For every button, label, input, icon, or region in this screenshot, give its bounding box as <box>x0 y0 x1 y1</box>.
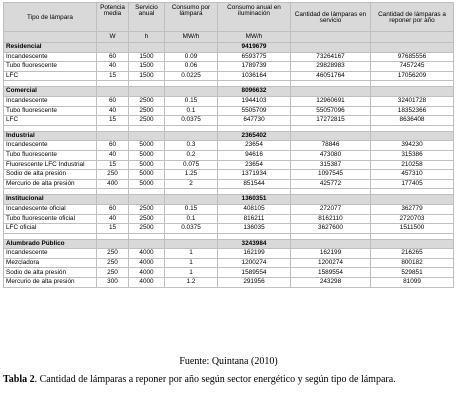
header-servicio: Servicio anual <box>129 3 165 32</box>
cell-consumo-lampara: 0.3 <box>165 141 218 151</box>
section-empty-cell <box>165 239 218 249</box>
section-empty-cell <box>371 131 454 141</box>
cell-servicio: 5000 <box>129 160 165 170</box>
cell-servicio: 2500 <box>129 204 165 214</box>
cell-potencia: 40 <box>97 150 129 160</box>
source-caption: Fuente: Quintana (2010) <box>179 356 278 367</box>
cell-potencia: 250 <box>97 258 129 268</box>
section-name: Institucional <box>4 195 97 205</box>
section-total: 8096632 <box>218 87 291 97</box>
cell-reponer: 1511500 <box>371 224 454 234</box>
section-empty-cell <box>129 131 165 141</box>
cell-consumo-anual: 23654 <box>218 160 291 170</box>
section-row <box>4 239 454 249</box>
section-empty-cell <box>97 131 129 141</box>
cell-potencia: 60 <box>97 204 129 214</box>
section-empty-cell <box>165 195 218 205</box>
section-empty-cell <box>291 195 371 205</box>
cell-consumo-anual: 1200274 <box>218 258 291 268</box>
table-row <box>4 258 454 268</box>
cell-cantidad: 3627600 <box>291 224 371 234</box>
header-potencia: Potencia media <box>97 3 129 32</box>
cell-consumo-lampara: 1.2 <box>165 278 218 288</box>
cell-potencia: 40 <box>97 106 129 116</box>
cell-lamp-type: Mezcladora <box>4 258 97 268</box>
cell-lamp-type: Mercurio de alta presión <box>4 278 97 288</box>
section-empty-cell <box>129 43 165 53</box>
cell-servicio: 4000 <box>129 258 165 268</box>
cell-cantidad: 17272815 <box>291 116 371 126</box>
cell-lamp-type: Incandescente <box>4 141 97 151</box>
cell-potencia: 60 <box>97 141 129 151</box>
section-empty-cell <box>291 43 371 53</box>
section-empty-cell <box>97 87 129 97</box>
section-empty-cell <box>371 195 454 205</box>
cell-lamp-type: LFC <box>4 71 97 81</box>
cell-cantidad: 55057096 <box>291 106 371 116</box>
cell-lamp-type: Sodio de alta presión <box>4 268 97 278</box>
cell-consumo-anual: 816211 <box>218 214 291 224</box>
cell-servicio: 5000 <box>129 141 165 151</box>
section-row <box>4 131 454 141</box>
cell-lamp-type: Tubo fluorescente <box>4 106 97 116</box>
cell-consumo-lampara: 1 <box>165 258 218 268</box>
cell-reponer: 97685556 <box>371 52 454 62</box>
table-caption <box>3 374 455 386</box>
cell-consumo-anual: 291956 <box>218 278 291 288</box>
section-empty-cell <box>129 195 165 205</box>
lamp-table-container <box>3 2 453 288</box>
table-row <box>4 214 454 224</box>
section-empty-cell <box>371 43 454 53</box>
table-row <box>4 150 454 160</box>
cell-servicio: 2500 <box>129 116 165 126</box>
table-row <box>4 52 454 62</box>
table-header <box>4 3 454 43</box>
header-unit-cantidad <box>291 32 371 43</box>
header-reponer: Cantidad de lámparas a reponer por año <box>371 3 454 32</box>
cell-servicio: 1500 <box>129 71 165 81</box>
cell-reponer: 32401728 <box>371 96 454 106</box>
header-unit-empty <box>4 32 97 43</box>
section-empty-cell <box>371 87 454 97</box>
cell-potencia: 40 <box>97 214 129 224</box>
header-unit-consumo-anual: MW/h <box>218 32 291 43</box>
table-body <box>4 43 454 288</box>
table-row <box>4 71 454 81</box>
cell-potencia: 250 <box>97 170 129 180</box>
cell-cantidad: 473080 <box>291 150 371 160</box>
cell-reponer: 177405 <box>371 179 454 189</box>
header-unit-consumo-lampara: MW/h <box>165 32 218 43</box>
section-total: 3243984 <box>218 239 291 249</box>
cell-servicio: 1500 <box>129 52 165 62</box>
cell-consumo-lampara: 0.15 <box>165 204 218 214</box>
cell-servicio: 5000 <box>129 150 165 160</box>
cell-consumo-lampara: 1 <box>165 268 218 278</box>
cell-cantidad: 315387 <box>291 160 371 170</box>
section-empty-cell <box>97 195 129 205</box>
cell-lamp-type: Sodio de alta presión <box>4 170 97 180</box>
section-name: Industrial <box>4 131 97 141</box>
cell-potencia: 15 <box>97 224 129 234</box>
cell-servicio: 4000 <box>129 249 165 259</box>
cell-consumo-lampara: 0.0375 <box>165 224 218 234</box>
cell-consumo-anual: 5505709 <box>218 106 291 116</box>
cell-reponer: 17056209 <box>371 71 454 81</box>
cell-consumo-lampara: 0.1 <box>165 214 218 224</box>
cell-cantidad: 162199 <box>291 249 371 259</box>
cell-consumo-lampara: 0.06 <box>165 62 218 72</box>
table-row <box>4 268 454 278</box>
cell-cantidad: 29828983 <box>291 62 371 72</box>
section-empty-cell <box>129 87 165 97</box>
table-row <box>4 96 454 106</box>
cell-consumo-lampara: 0.2 <box>165 150 218 160</box>
cell-reponer: 18352366 <box>371 106 454 116</box>
cell-reponer: 394230 <box>371 141 454 151</box>
cell-cantidad: 73264167 <box>291 52 371 62</box>
cell-reponer: 800182 <box>371 258 454 268</box>
cell-reponer: 529851 <box>371 268 454 278</box>
cell-potencia: 15 <box>97 116 129 126</box>
section-empty-cell <box>165 87 218 97</box>
cell-potencia: 15 <box>97 71 129 81</box>
cell-servicio: 2500 <box>129 214 165 224</box>
table-row <box>4 106 454 116</box>
cell-lamp-type: Incandescente <box>4 96 97 106</box>
section-empty-cell <box>371 239 454 249</box>
cell-servicio: 1500 <box>129 62 165 72</box>
cell-lamp-type: Incandescente <box>4 249 97 259</box>
table-caption-text: . Cantidad de lámparas a reponer por año según sector energético y según tipo de lámpara. <box>34 374 396 385</box>
cell-lamp-type: Incandescente oficial <box>4 204 97 214</box>
cell-consumo-lampara: 0.0225 <box>165 71 218 81</box>
header-consumo-anual: Consumo anual en iluminación <box>218 3 291 32</box>
cell-consumo-anual: 6593775 <box>218 52 291 62</box>
cell-consumo-anual: 1371934 <box>218 170 291 180</box>
cell-servicio: 4000 <box>129 278 165 288</box>
table-row <box>4 141 454 151</box>
section-empty-cell <box>97 43 129 53</box>
cell-consumo-anual: 1036164 <box>218 71 291 81</box>
lamp-table <box>3 2 454 288</box>
cell-consumo-lampara: 0.075 <box>165 160 218 170</box>
table-row <box>4 204 454 214</box>
header-unit-servicio: h <box>129 32 165 43</box>
table-row <box>4 278 454 288</box>
table-row <box>4 116 454 126</box>
cell-servicio: 5000 <box>129 170 165 180</box>
cell-cantidad: 425772 <box>291 179 371 189</box>
cell-servicio: 2500 <box>129 96 165 106</box>
cell-lamp-type: Tubo fluorescente oficial <box>4 214 97 224</box>
cell-consumo-lampara: 1 <box>165 249 218 259</box>
section-name: Comercial <box>4 87 97 97</box>
section-name: Alumbrado Público <box>4 239 97 249</box>
cell-lamp-type: Incandescente <box>4 52 97 62</box>
cell-consumo-anual: 162199 <box>218 249 291 259</box>
section-empty-cell <box>291 131 371 141</box>
table-row <box>4 170 454 180</box>
cell-potencia: 250 <box>97 268 129 278</box>
section-empty-cell <box>129 239 165 249</box>
section-total: 9419679 <box>218 43 291 53</box>
cell-consumo-lampara: 2 <box>165 179 218 189</box>
table-row <box>4 249 454 259</box>
cell-consumo-anual: 94616 <box>218 150 291 160</box>
cell-potencia: 400 <box>97 179 129 189</box>
header-unit-potencia: W <box>97 32 129 43</box>
cell-reponer: 210258 <box>371 160 454 170</box>
cell-reponer: 8636408 <box>371 116 454 126</box>
cell-servicio: 4000 <box>129 268 165 278</box>
table-row <box>4 179 454 189</box>
cell-reponer: 457310 <box>371 170 454 180</box>
cell-potencia: 300 <box>97 278 129 288</box>
section-total: 1360351 <box>218 195 291 205</box>
cell-servicio: 2500 <box>129 224 165 234</box>
header-consumo-lampara: Consumo por lámpara <box>165 3 218 32</box>
section-empty-cell <box>291 239 371 249</box>
cell-consumo-anual: 408105 <box>218 204 291 214</box>
cell-consumo-anual: 647730 <box>218 116 291 126</box>
table-row <box>4 160 454 170</box>
header-unit-reponer <box>371 32 454 43</box>
header-tipo: Tipo de lámpara <box>4 3 97 32</box>
cell-potencia: 250 <box>97 249 129 259</box>
cell-reponer: 7457245 <box>371 62 454 72</box>
cell-servicio: 5000 <box>129 179 165 189</box>
cell-potencia: 60 <box>97 52 129 62</box>
header-cantidad: Cantidad de lámparas en servicio <box>291 3 371 32</box>
cell-potencia: 40 <box>97 62 129 72</box>
cell-consumo-lampara: 0.15 <box>165 96 218 106</box>
cell-reponer: 362779 <box>371 204 454 214</box>
cell-lamp-type: LFC oficial <box>4 224 97 234</box>
table-row <box>4 224 454 234</box>
cell-consumo-anual: 851544 <box>218 179 291 189</box>
cell-cantidad: 272077 <box>291 204 371 214</box>
cell-cantidad: 1589554 <box>291 268 371 278</box>
cell-consumo-anual: 1944103 <box>218 96 291 106</box>
section-empty-cell <box>291 87 371 97</box>
section-name: Residencial <box>4 43 97 53</box>
section-empty-cell <box>165 43 218 53</box>
cell-consumo-lampara: 0.1 <box>165 106 218 116</box>
cell-cantidad: 1200274 <box>291 258 371 268</box>
cell-reponer: 315386 <box>371 150 454 160</box>
cell-servicio: 2500 <box>129 106 165 116</box>
cell-cantidad: 78846 <box>291 141 371 151</box>
cell-lamp-type: Tubo fluorescente <box>4 150 97 160</box>
cell-cantidad: 8162110 <box>291 214 371 224</box>
cell-reponer: 81099 <box>371 278 454 288</box>
cell-consumo-lampara: 0.0375 <box>165 116 218 126</box>
section-empty-cell <box>97 239 129 249</box>
cell-consumo-anual: 136035 <box>218 224 291 234</box>
section-row <box>4 195 454 205</box>
section-empty-cell <box>165 131 218 141</box>
table-caption-label: Tabla 2 <box>3 374 35 385</box>
cell-cantidad: 12960691 <box>291 96 371 106</box>
cell-reponer: 2720703 <box>371 214 454 224</box>
cell-consumo-anual: 23654 <box>218 141 291 151</box>
cell-reponer: 216265 <box>371 249 454 259</box>
section-total: 2365402 <box>218 131 291 141</box>
cell-cantidad: 1097545 <box>291 170 371 180</box>
cell-consumo-lampara: 0.09 <box>165 52 218 62</box>
section-row <box>4 87 454 97</box>
cell-lamp-type: Mercurio de alta presión <box>4 179 97 189</box>
cell-potencia: 15 <box>97 160 129 170</box>
cell-potencia: 60 <box>97 96 129 106</box>
cell-cantidad: 46051764 <box>291 71 371 81</box>
cell-cantidad: 243298 <box>291 278 371 288</box>
cell-lamp-type: Tubo fluorescente <box>4 62 97 72</box>
table-row <box>4 62 454 72</box>
cell-consumo-anual: 1789739 <box>218 62 291 72</box>
cell-lamp-type: LFC <box>4 116 97 126</box>
cell-lamp-type: Fluorescente LFC Industrial <box>4 160 97 170</box>
section-row <box>4 43 454 53</box>
cell-consumo-lampara: 1.25 <box>165 170 218 180</box>
cell-consumo-anual: 1589554 <box>218 268 291 278</box>
